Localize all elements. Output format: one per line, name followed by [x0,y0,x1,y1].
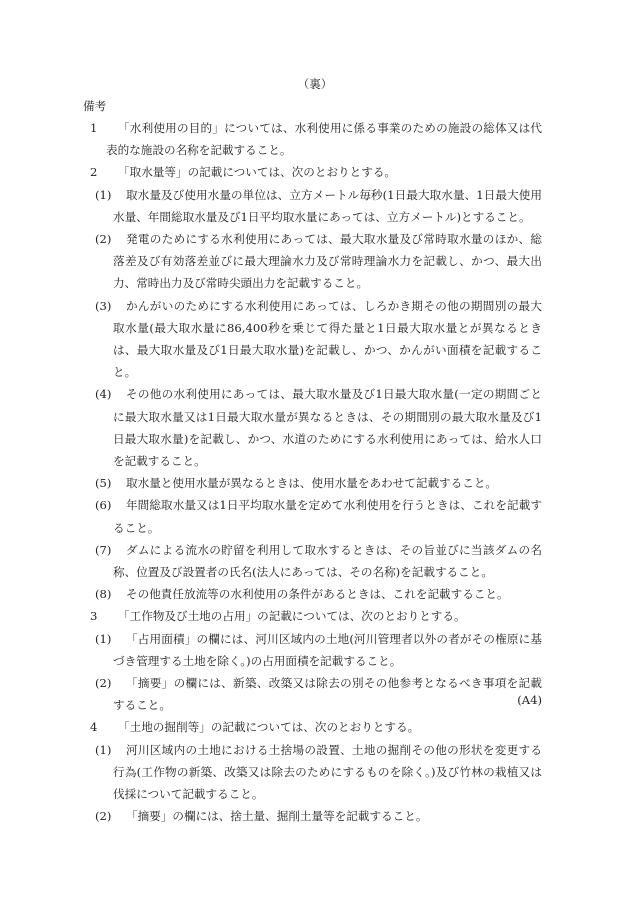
remark-text: 「水利使用の目的」については、水利使用に係る事業のための施設の総体又は代表的な施設の名称を記載すること。 [106,121,542,158]
subitem-text: 発電のためにする水利使用にあっては、最大取水量及び常時取水量のほか、総落差及び有効落差並びに最大理論水力及び常時理論水力を記載し、かつ、最大出力、常時出力及び常時尖頭出力を記載すること。 [113,232,542,291]
subitem-number: (1) [95,187,112,202]
subitem-text: 「摘要」の欄には、新築、改築又は除去の別その他参考となるべき事項を記載すること。 [113,676,542,713]
subitem-number: (2) [95,676,112,691]
subitem-text: ダムによる流水の貯留を利用して取水するときは、その旨並びに当該ダムの名称、位置及び設置者の氏名(法人にあっては、その名称)を記載すること。 [113,542,542,580]
remark-subitem-2-2 [0,228,630,295]
remark-number: 3 [90,609,98,624]
remark-subitem-4-1 [0,739,630,806]
remark-number: 1 [90,121,98,135]
subitem-text: 「占用面積」の欄には、河川区域内の土地(河川管理者以外の者がその権原に基づき管理する土地を除く。)の占用面積を記載すること。 [113,631,542,668]
remark-item-1 [0,117,630,161]
subitem-number: (3) [95,298,112,313]
remark-subitem-2-8 [0,583,630,605]
subitem-text: 河川区域内の土地における土捨場の設置、土地の掘削その他の形状を変更する行為(工作物の新築、改築又は除去のためにするものを除く。)及び竹林の栽植又は伐採について記載すること。 [113,742,542,802]
subitem-number: (1) [95,742,112,757]
subitem-number: (4) [95,387,112,402]
subitem-text: 「摘要」の欄には、捨土量、掘削土量等を記載すること。 [126,809,428,824]
remarks-list [0,117,630,828]
subitem-text: かんがいのためにする水利使用にあっては、しろかき期その他の期間別の最大取水量(最大取水量に86,400秒を乗じて得た量と1日最大取水量とが異なるときは、最大取水量及び1日最大取水量)を記載し、かつ、かんがい面積を記載すること。 [113,298,542,380]
subitem-text: その他の水利使用にあっては、最大取水量及び1日最大取水量(一定の期間ごとに最大取水量又は1日最大取水量が異なるときは、その期間別の最大取水量及び1日最大取水量)を記載し、かつ、水道のためにする水利使用にあっては、給水人口を記載すること。 [113,387,542,469]
subitem-text: その他責任放流等の水利使用の条件があるときは、これを記載すること。 [126,587,509,602]
subitem-number: (6) [95,498,112,513]
remark-subitem-2-5 [0,472,630,494]
remark-item-3 [0,605,630,627]
remark-subitem-2-4 [0,383,630,472]
subitem-text: 年間総取水量又は1日平均取水量を定めて水利使用を行うときは、これを記載すること。 [113,498,542,535]
remark-subitem-2-6 [0,494,630,538]
remark-text: 「取水量等」の記載については、次のとおりとする。 [118,165,397,180]
remark-subitem-2-7 [0,539,630,583]
subitem-number: (2) [95,232,112,247]
remark-number: 2 [90,165,98,180]
remark-text: 「土地の掘削等」の記載については、次のとおりとする。 [118,720,420,735]
subitem-text: 取水量と使用水量が異なるときは、使用水量をあわせて記載すること。 [126,476,498,491]
subitem-number: (1) [95,631,112,646]
remark-item-2 [0,161,630,183]
subitem-text: 取水量及び使用水量の単位は、立方メートル毎秒(1日最大取水量、1日最大使用水量、年間総取水量及び1日平均取水量にあっては、立方メートル)とすること。 [113,187,542,224]
subitem-number: (5) [95,476,112,491]
remark-item-4 [0,716,630,738]
subitem-number: (8) [95,587,112,602]
subitem-number: (7) [95,542,112,557]
remark-text: 「工作物及び土地の占用」の記載については、次のとおりとする。 [118,609,466,624]
remark-subitem-2-3 [0,295,630,384]
page-header: （裏） [297,77,333,91]
remarks-title: 備考 [83,99,107,113]
remark-number: 4 [90,720,98,735]
remark-subitem-2-1 [0,184,630,228]
subitem-number: (2) [95,809,112,824]
remark-subitem-4-2 [0,805,630,827]
paper-size-label: (A4) [517,693,542,707]
remark-subitem-3-1 [0,628,630,672]
